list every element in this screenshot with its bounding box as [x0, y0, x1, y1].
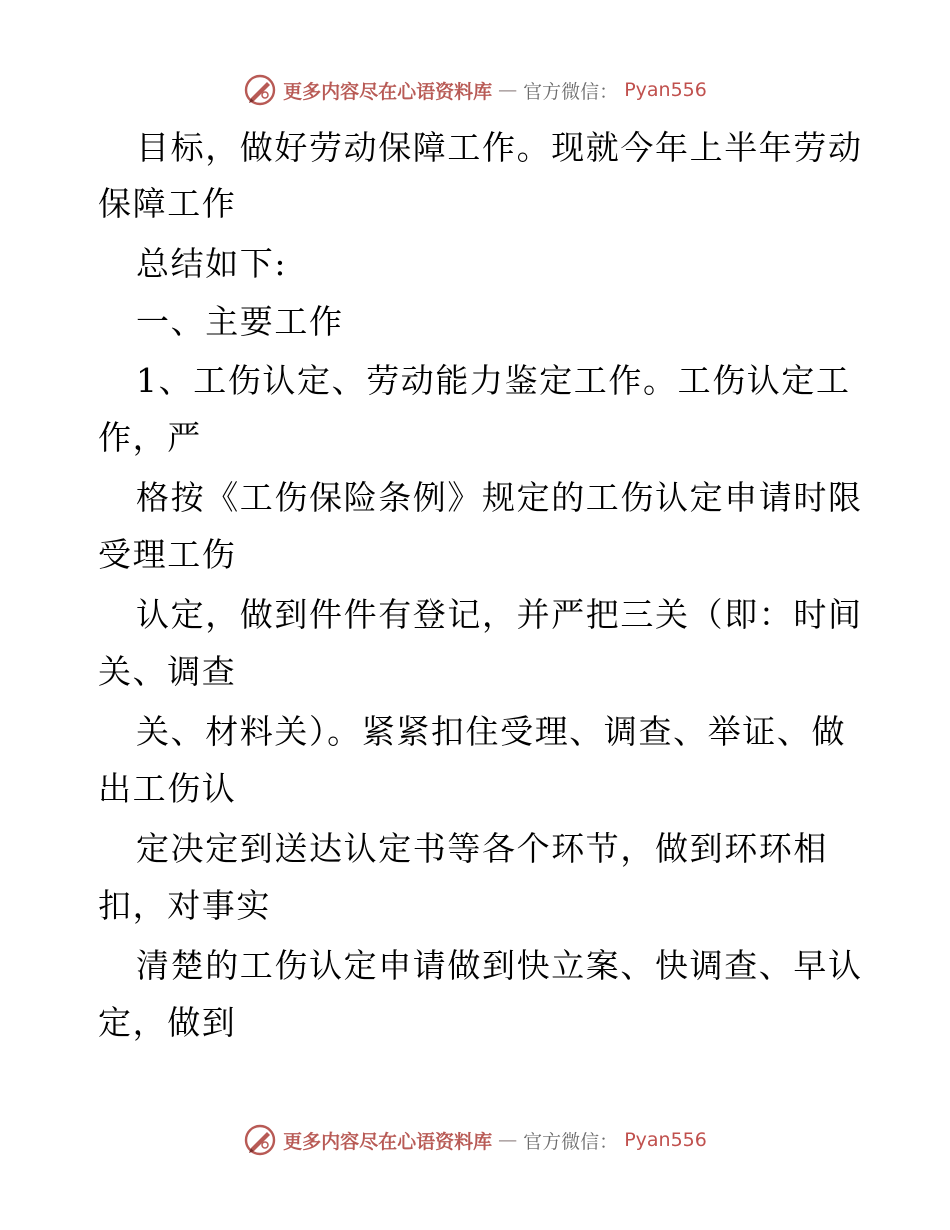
section-heading: 一、主要工作: [136, 302, 344, 341]
text-line: 清楚的工伤认定申请做到快立案、快调查、早认: [136, 946, 863, 985]
watermark-separator: —: [498, 1129, 518, 1151]
text-line: 保障工作: [98, 184, 237, 223]
text-line: 关、调查: [98, 652, 237, 691]
text-line: 总结如下:: [136, 244, 288, 283]
text-line: 定决定到送达认定书等各个环节，做到环环相: [136, 829, 828, 868]
pen-seal-icon: [243, 1123, 277, 1157]
text-line: 目标，做好劳动保障工作。现就今年上半年劳动: [136, 128, 863, 167]
header-watermark: [0, 72, 950, 108]
text-line: 出工伤认: [98, 769, 237, 808]
text-line: 受理工伤: [98, 535, 237, 574]
watermark-wechat-label: 官方微信：: [523, 80, 619, 103]
text-line: 扣，对事实: [98, 886, 271, 925]
watermark-text: 更多内容尽在心语资料库: [283, 80, 493, 103]
watermark-wechat-id: Pyan556: [624, 79, 707, 101]
text-line: 定，做到: [98, 1003, 237, 1042]
text-line: 1、工伤认定、劳动能力鉴定工作。工伤认定工: [136, 361, 851, 400]
watermark-text: 更多内容尽在心语资料库: [283, 1130, 493, 1153]
text-line: 关、材料关）。紧紧扣住受理、调查、举证、做: [136, 712, 847, 751]
text-line: 格按《工伤保险条例》规定的工伤认定申请时限: [136, 478, 863, 517]
text-line: 认定，做到件件有登记，并严把三关（即：时间: [136, 595, 863, 634]
pen-seal-icon: [243, 73, 277, 107]
watermark-wechat-label: 官方微信：: [523, 1130, 619, 1153]
footer-watermark: [0, 1122, 950, 1158]
watermark-separator: —: [498, 79, 518, 101]
text-line: 作，严: [98, 418, 202, 457]
watermark-wechat-id: Pyan556: [624, 1129, 707, 1151]
